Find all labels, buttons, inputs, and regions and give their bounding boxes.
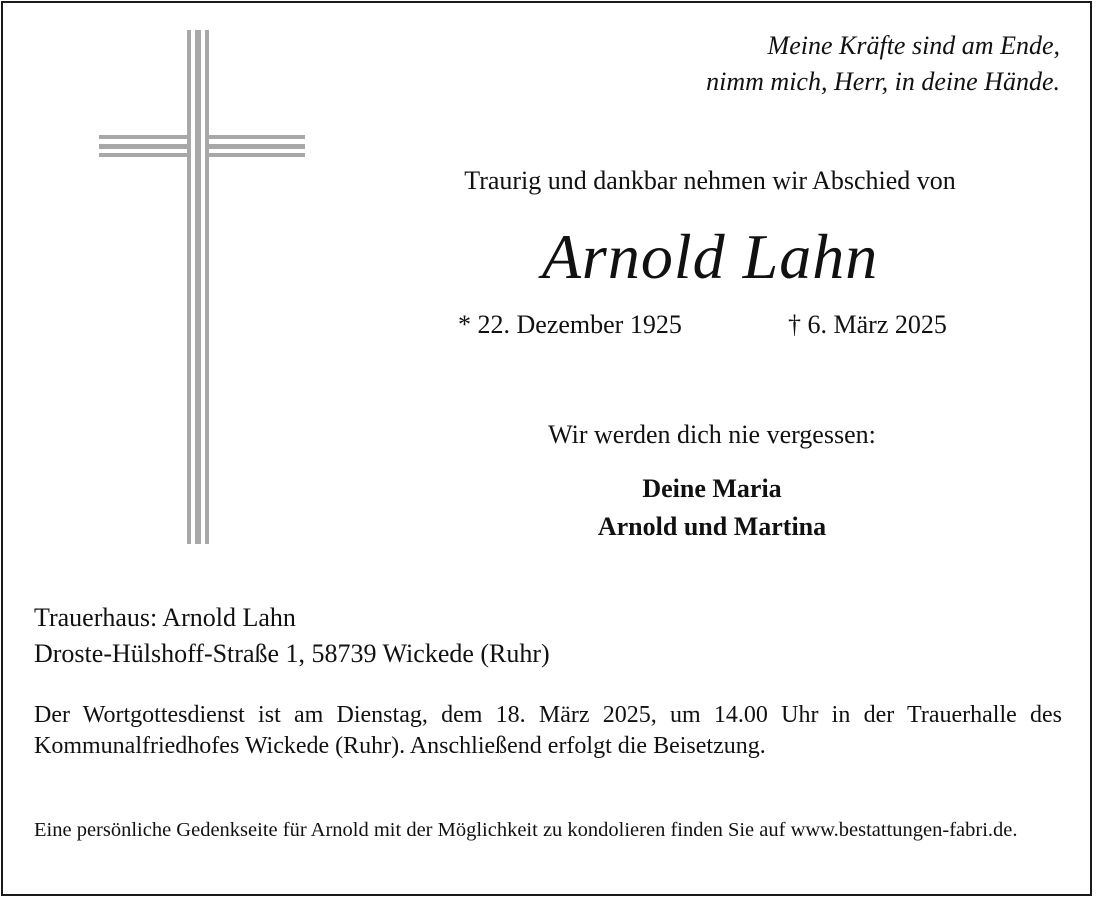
mourning-house-address (34, 600, 550, 672)
deceased-name: Arnold Lahn (541, 221, 879, 292)
intro-text: Traurig und dankbar nehmen wir Abschied von (464, 166, 956, 195)
bible-verse (620, 28, 1060, 100)
mourner-name: Deine Maria (642, 474, 782, 503)
mourners-list (380, 470, 1044, 546)
cross-icon (96, 30, 308, 544)
address-line-1: Trauerhaus: Arnold Lahn (34, 603, 296, 632)
memorial-page-info: Eine persönliche Gedenkseite für Arnold mit der Möglichkeit zu kondolieren finden Sie auf www.bestattungen-fabri.de. (34, 819, 1018, 841)
mourner-name: Arnold und Martina (597, 512, 827, 541)
death-date: † 6. März 2025 (788, 310, 947, 339)
birth-date: * 22. Dezember 1925 (458, 310, 682, 339)
bible-verse-line-2: nimm mich, Herr, in deine Hände. (706, 67, 1060, 96)
bible-verse-line-1: Meine Kräfte sind am Ende, (767, 31, 1060, 60)
mourners-heading: Wir werden dich nie vergessen: (548, 420, 876, 449)
service-info: Der Wortgottesdienst ist am Dienstag, dem 18. März 2025, um 14.00 Uhr in der Trauerhalle des Kommunalfriedhofes Wickede (Ruhr). Anschließend erfolgt die Beisetzung. (34, 702, 1062, 759)
address-line-2: Droste-Hülshoff-Straße 1, 58739 Wickede (Ruhr) (34, 639, 550, 668)
